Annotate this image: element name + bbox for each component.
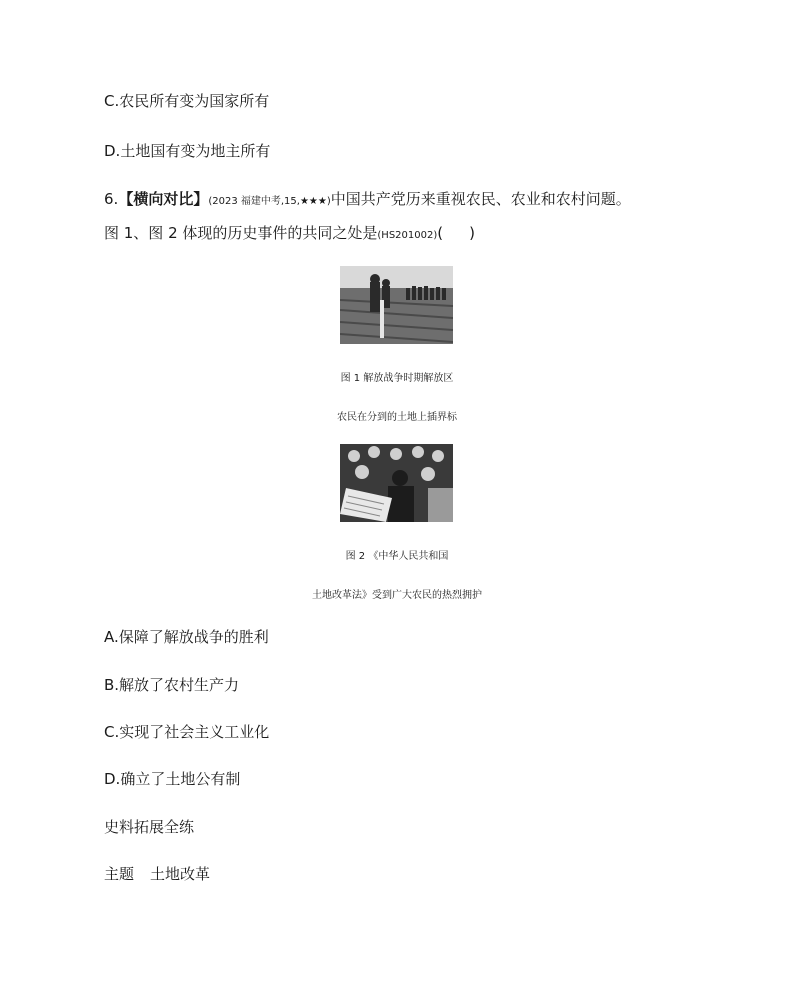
answer-paren-close: ) (469, 224, 475, 242)
question-6-line2 (104, 222, 475, 243)
figure-1-caption-line1: 图 1 解放战争时期解放区 (340, 373, 454, 384)
question-number: 6. (104, 190, 119, 208)
figure-1-illustration (340, 266, 453, 344)
topic-line (104, 863, 210, 884)
option-c-prev: C.农民所有变为国家所有 (104, 92, 270, 110)
question-stem-line2: 图 1、图 2 体现的历史事件的共同之处是 (104, 224, 378, 242)
question-stem-line1: 中国共产党历来重视农民、农业和农村问题。 (330, 190, 631, 208)
figure-1-photo (340, 266, 453, 344)
option-b: B.解放了农村生产力 (104, 676, 240, 694)
option-c: C.实现了社会主义工业化 (104, 723, 270, 741)
figure-2-caption-line1: 图 2 《中华人民共和国 (345, 551, 449, 562)
figure-1-caption-line2: 农民在分到的土地上插界标 (337, 412, 457, 423)
topic-label: 主题 (104, 865, 135, 883)
answer-paren-open: ( (437, 224, 444, 242)
question-source: (2023 福建中考,15,★★★) (208, 196, 331, 207)
topic-name: 土地改革 (150, 865, 211, 883)
option-d-prev: D.土地国有变为地主所有 (104, 142, 271, 160)
question-code: (HS201002) (377, 230, 438, 241)
question-tag: 【横向对比】 (118, 190, 209, 208)
figure-2-caption-line2: 土地改革法》受到广大农民的热烈拥护 (312, 590, 482, 601)
option-a: A.保障了解放战争的胜利 (104, 628, 269, 646)
section-title: 史料拓展全练 (104, 818, 195, 836)
option-d: D.确立了土地公有制 (104, 770, 241, 788)
figure-2-illustration (340, 444, 453, 522)
figure-2-photo (340, 444, 453, 522)
question-6-line1 (104, 188, 631, 209)
